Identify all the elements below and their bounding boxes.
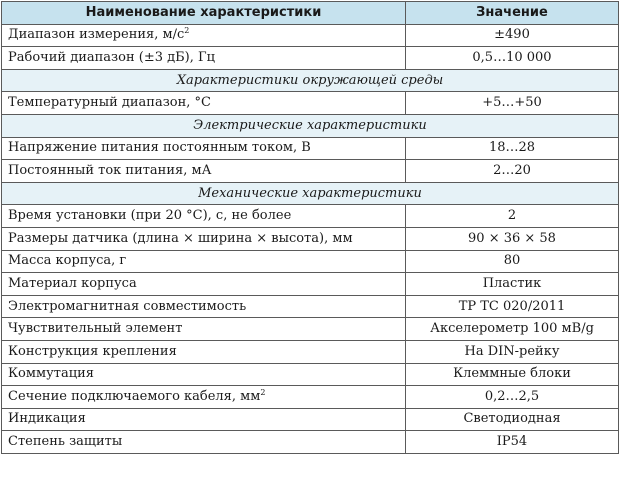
characteristic-name: Размеры датчика (длина × ширина × высота), мм <box>8 230 353 246</box>
characteristic-value: 2…20 <box>406 160 619 183</box>
characteristic-name: Температурный диапазон, °С <box>8 95 212 111</box>
section-title: Механические характеристики <box>2 182 619 205</box>
characteristic-value: 2 <box>406 205 619 228</box>
table-row <box>2 295 619 318</box>
characteristic-name-cell <box>2 386 406 409</box>
characteristic-name-cell <box>2 250 406 273</box>
characteristic-name: Электромагнитная совместимость <box>8 298 247 314</box>
characteristic-name: Диапазон измерения, м/с <box>8 27 185 43</box>
spec-table <box>1 1 619 454</box>
section-row <box>2 69 619 92</box>
characteristic-name-cell <box>2 363 406 386</box>
table-row <box>2 24 619 47</box>
header-name: Наименование характеристики <box>2 2 406 25</box>
table-row <box>2 340 619 363</box>
table-row <box>2 205 619 228</box>
characteristic-value: +5…+50 <box>406 92 619 115</box>
section-title: Характеристики окружающей среды <box>2 69 619 92</box>
characteristic-name-cell <box>2 137 406 160</box>
characteristic-name-cell <box>2 205 406 228</box>
characteristic-value: Клеммные блоки <box>406 363 619 386</box>
characteristic-value: 0,5…10 000 <box>406 47 619 70</box>
unit-superscript: 2 <box>260 387 266 397</box>
table-row <box>2 250 619 273</box>
characteristic-name-cell <box>2 273 406 296</box>
spec-body <box>2 24 619 453</box>
characteristic-value: ТР ТС 020/2011 <box>406 295 619 318</box>
characteristic-name: Материал корпуса <box>8 275 137 291</box>
characteristic-value: Светодиодная <box>406 408 619 431</box>
section-title: Электрические характеристики <box>2 114 619 137</box>
characteristic-name-cell <box>2 340 406 363</box>
characteristic-name-cell <box>2 318 406 341</box>
table-row <box>2 137 619 160</box>
unit-superscript: 2 <box>184 26 190 36</box>
characteristic-name-cell <box>2 227 406 250</box>
characteristic-value: IP54 <box>406 431 619 454</box>
characteristic-name-cell <box>2 160 406 183</box>
characteristic-name-cell <box>2 92 406 115</box>
characteristic-value: Пластик <box>406 273 619 296</box>
characteristic-name: Чувствительный элемент <box>8 321 183 337</box>
characteristic-value: Акселерометр 100 мВ/g <box>406 318 619 341</box>
characteristic-value: ±490 <box>406 24 619 47</box>
characteristic-name: Степень защиты <box>8 434 123 450</box>
table-row <box>2 408 619 431</box>
characteristic-name-cell <box>2 431 406 454</box>
characteristic-name: Коммутация <box>8 366 94 382</box>
table-row <box>2 318 619 341</box>
header-row <box>2 2 619 25</box>
characteristic-name: Конструкция крепления <box>8 343 177 359</box>
characteristic-name: Время установки (при 20 °С), с, не более <box>8 208 292 224</box>
section-row <box>2 182 619 205</box>
characteristic-name-cell <box>2 47 406 70</box>
section-row <box>2 114 619 137</box>
characteristic-name: Напряжение питания постоянным током, В <box>8 140 311 156</box>
table-row <box>2 227 619 250</box>
table-row <box>2 386 619 409</box>
table-row <box>2 92 619 115</box>
characteristic-name: Постоянный ток питания, мА <box>8 162 212 178</box>
characteristic-value: 0,2…2,5 <box>406 386 619 409</box>
table-row <box>2 431 619 454</box>
characteristic-value: 18…28 <box>406 137 619 160</box>
characteristic-name: Рабочий диапазон (±3 дБ), Гц <box>8 49 215 65</box>
characteristic-name-cell <box>2 408 406 431</box>
table-row <box>2 273 619 296</box>
table-row <box>2 363 619 386</box>
table-row <box>2 160 619 183</box>
table-row <box>2 47 619 70</box>
characteristic-name: Масса корпуса, г <box>8 253 127 269</box>
characteristic-name: Индикация <box>8 411 86 427</box>
characteristic-name: Сечение подключаемого кабеля, мм <box>8 388 261 404</box>
header-value: Значение <box>406 2 619 25</box>
characteristic-name-cell <box>2 295 406 318</box>
characteristic-value: На DIN-рейку <box>406 340 619 363</box>
characteristic-name-cell <box>2 24 406 47</box>
characteristic-value: 80 <box>406 250 619 273</box>
characteristic-value: 90 × 36 × 58 <box>406 227 619 250</box>
